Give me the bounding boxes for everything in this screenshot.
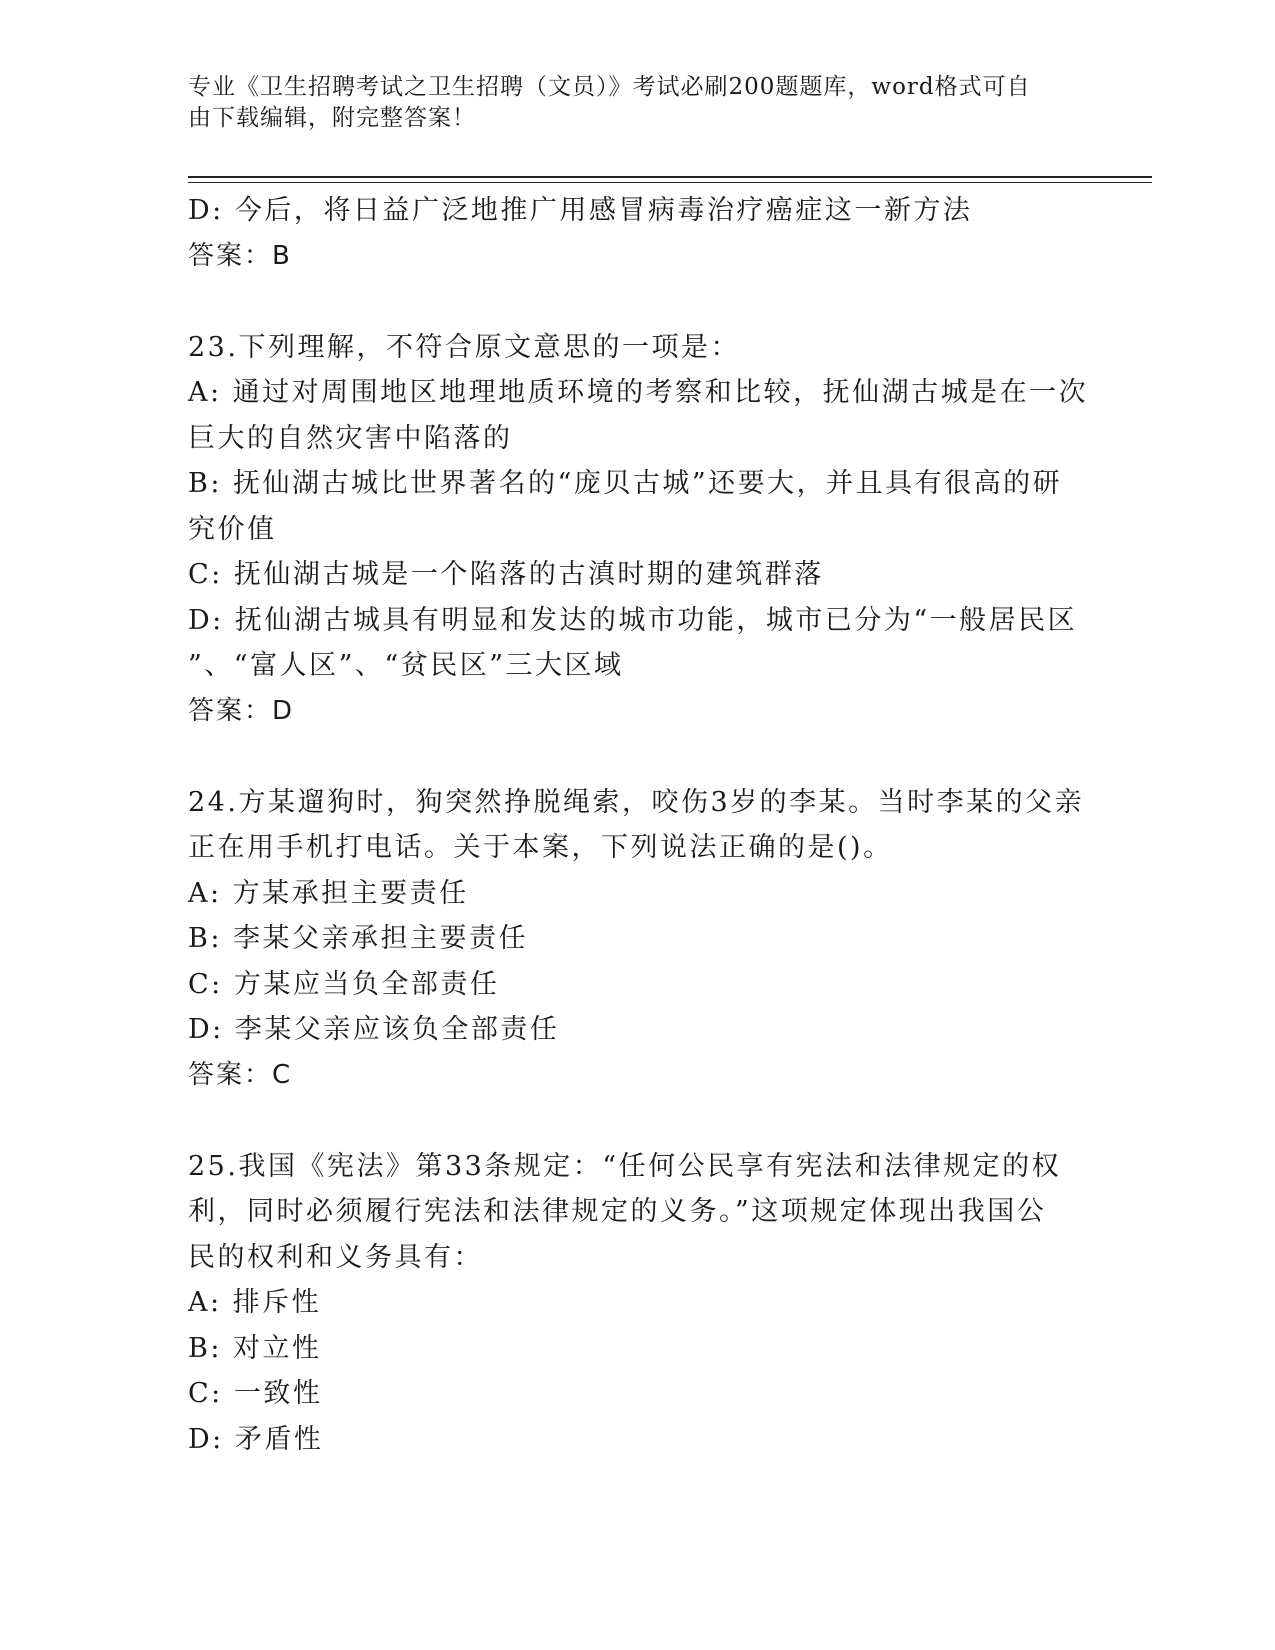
spacer <box>188 279 1088 325</box>
q24-option-b: B: 李某父亲承担主要责任 <box>188 923 529 954</box>
page-header <box>188 72 1068 134</box>
q25-option-a: A: 排斥性 <box>188 1287 322 1318</box>
q24-option-d: D: 李某父亲应该负全部责任 <box>188 1014 560 1045</box>
q24-answer: 答案：C <box>188 1059 293 1090</box>
q23-option-a-cont: 巨大的自然灾害中陷落的 <box>188 422 513 454</box>
q25-stem-cont-2: 民的权利和义务具有： <box>188 1241 483 1273</box>
q24-option-a: A: 方某承担主要责任 <box>188 877 469 909</box>
q23-answer: 答案：D <box>188 695 295 726</box>
q25-option-d: D: 矛盾性 <box>188 1423 324 1455</box>
q23-option-b-cont: 究价值 <box>188 513 277 545</box>
q25-option-b: B: 对立性 <box>188 1332 322 1364</box>
q25-option-c: C: 一致性 <box>188 1378 323 1409</box>
q22-option-d: D: 今后，将日益广泛地推广用感冒病毒治疗癌症这一新方法 <box>188 195 973 226</box>
q22-answer: 答案：B <box>188 240 292 271</box>
q24-stem-cont: 正在用手机打电话。关于本案，下列说法正确的是()。 <box>188 832 893 863</box>
q23-option-a: A: 通过对周围地区地理地质环境的考察和比较，抚仙湖古城是在一次 <box>188 377 1089 408</box>
spacer <box>188 734 1088 780</box>
q24-stem: 24.方某遛狗时，狗突然挣脱绳索，咬伤3岁的李某。当时李某的父亲 <box>188 786 1085 818</box>
header-divider-thin <box>188 182 1152 183</box>
header-line-2: 由下载编辑，附完整答案！ <box>188 105 476 131</box>
header-divider-thick <box>188 176 1152 178</box>
q23-stem: 23.下列理解，不符合原文意思的一项是： <box>188 331 740 363</box>
question-content <box>188 188 1088 1462</box>
header-line-1: 专业《卫生招聘考试之卫生招聘（文员）》考试必刷200题题库，word格式可自 <box>188 74 1031 100</box>
q25-stem-cont-1: 利，同时必须履行宪法和法律规定的义务。”这项规定体现出我国公 <box>188 1196 1047 1227</box>
spacer <box>188 1098 1088 1144</box>
q23-option-c: C: 抚仙湖古城是一个陷落的古滇时期的建筑群落 <box>188 559 824 590</box>
q25-stem: 25.我国《宪法》第33条规定：“任何公民享有宪法和法律规定的权 <box>188 1150 1062 1182</box>
q23-option-b: B: 抚仙湖古城比世界著名的“庞贝古城”还要大，并且具有很高的研 <box>188 468 1063 499</box>
q24-option-c: C: 方某应当负全部责任 <box>188 968 500 1000</box>
q23-option-d-cont: ”、“富人区”、“贫民区”三大区域 <box>188 650 624 681</box>
q23-option-d: D: 抚仙湖古城具有明显和发达的城市功能，城市已分为“一般居民区 <box>188 604 1078 636</box>
